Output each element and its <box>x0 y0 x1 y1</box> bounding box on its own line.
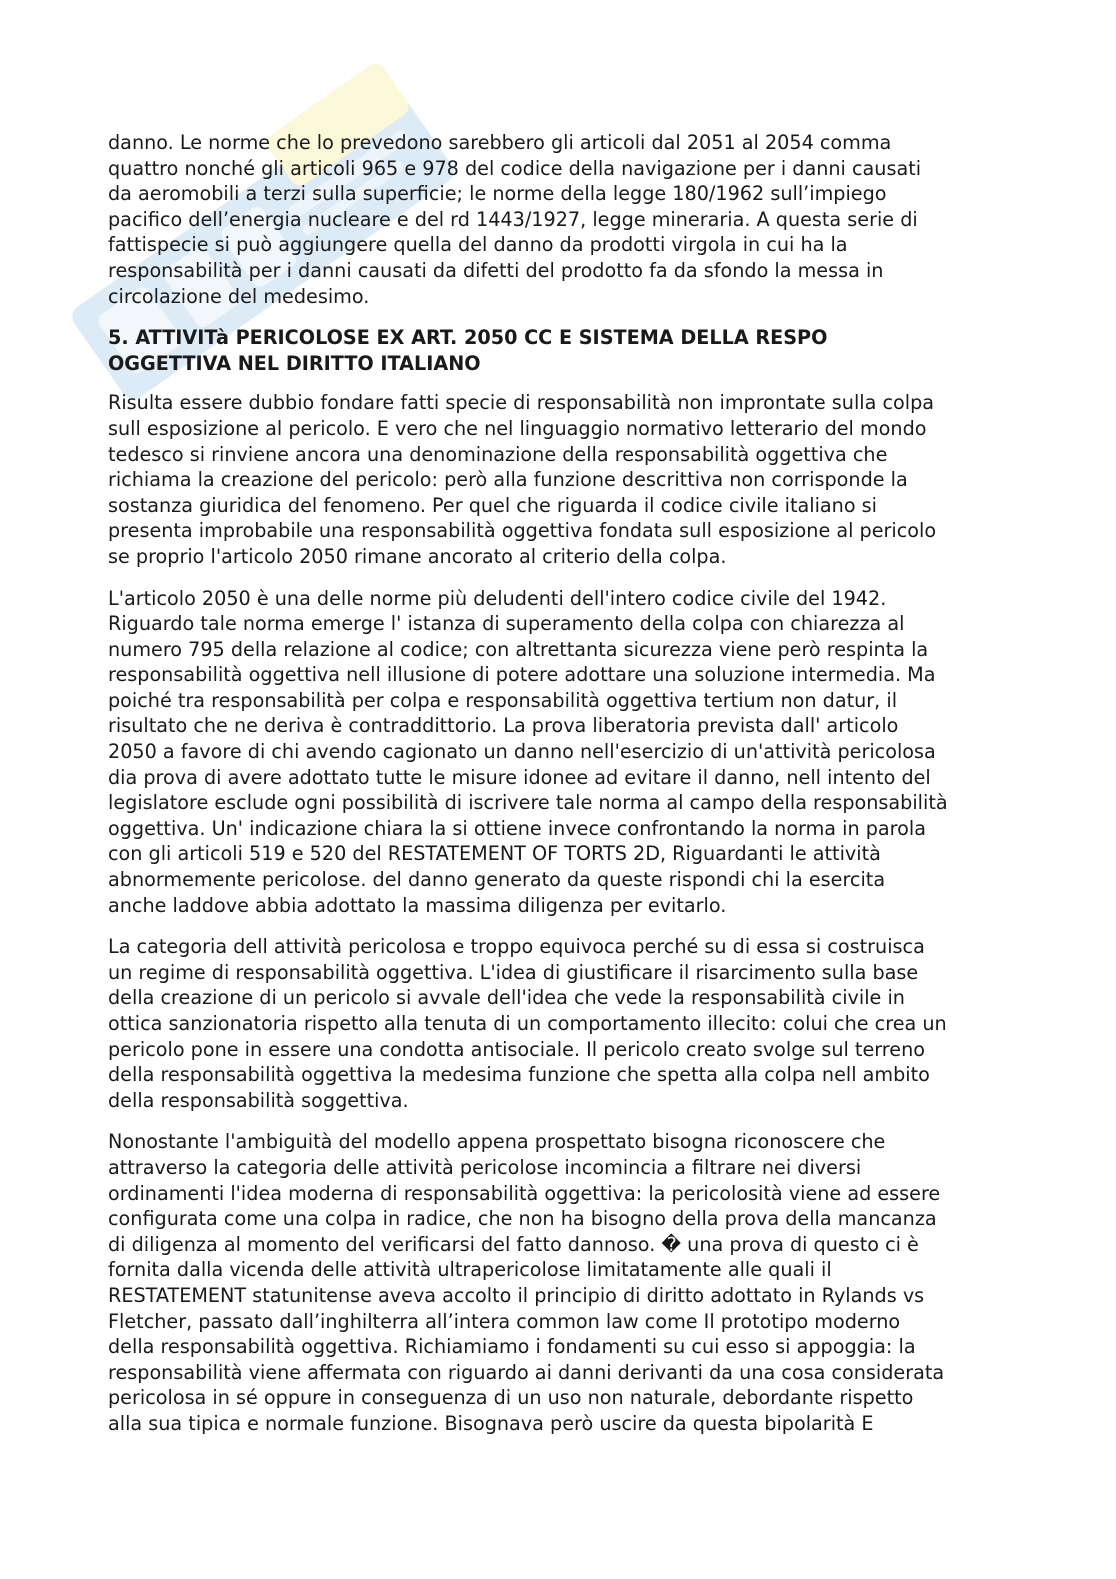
paragraph-intro: danno. Le norme che lo prevedono sarebbero gli articoli dal 2051 al 2054 comma quattro nonché gli articoli 965 e 978 del codice della navigazione per i danni causati da aeromobili a terzi sulla superficie; le norme della legge 180/1962 sull’impiego pacifico dell’energia nucleare e del rd 1443/1927, legge mineraria. A questa serie di fattispecie si può aggiungere quella del danno da prodotti virgola in cui ha la responsabilità per i danni causati da difetti del prodotto fa da sfondo la messa in circolazione del medesimo. <box>108 131 922 308</box>
paragraph-1: Risulta essere dubbio fondare fatti specie di responsabilità non improntate sulla colpa sull esposizione al pericolo. E vero che nel linguaggio normativo letterario del mondo tedesco si rinviene ancora una denominazione della responsabilità oggettiva che richiama la creazione del pericolo: però alla funzione descrittiva non corrisponde la sostanza giuridica del fenomeno. Per quel che riguarda il codice civile italiano si presenta improbabile una responsabilità oggettiva fondata sull esposizione al pericolo se proprio l'articolo 2050 rimane ancorato al criterio della colpa. <box>108 391 937 568</box>
paragraph-2: L'articolo 2050 è una delle norme più deludenti dell'intero codice civile del 1942. Riguardo tale norma emerge l' istanza di superamento della colpa con chiarezza al numero 795 della relazione al codice; con altrettanta sicurezza viene però respinta la responsabilità oggettiva nell illusione di potere adottare una soluzione intermedia. Ma poiché tra responsabilità per colpa e responsabilità oggettiva tertium non datur, il risultato che ne deriva è contraddittorio. La prova liberatoria prevista dall' articolo 2050 a favore di chi avendo cagionato un danno nell'esercizio di un'attività pericolosa dia prova di avere adottato tutte le misure idonee ad evitare il danno, nell intento del legislatore esclude ogni possibilità di iscrivere tale norma al campo della responsabilità oggettiva. Un' indicazione chiara la si ottiene invece confrontando la norma in parola con gli articoli 519 e 520 del RESTATEMENT OF TORTS 2D, Riguardanti le attività abnormemente pericolose. del danno generato da queste rispondi chi la esercita anche laddove abbia adottato la massima diligenza per evitarlo. <box>108 586 948 917</box>
paragraph-4: Nonostante l'ambiguità del modello appena prospettato bisogna riconoscere che attraverso la categoria delle attività pericolose incomincia a filtrare nei diversi ordinamenti l'idea moderna di responsabilità oggettiva: la pericolosità viene ad essere configurata come una colpa in radice, che non ha bisogno della prova della mancanza di diligenza al momento del verificarsi del fatto dannoso. � una prova di questo ci è fornita dalla vicenda delle attività ultrapericolose limitatamente alle quali il RESTATEMENT statunitense aveva accolto il principio di diritto adottato in Rylands vs Fletcher, passato dall’inghilterra all’intera common law come Il prototipo moderno della responsabilità oggettiva. Richiamiamo i fondamenti su cui esso si appoggia: la responsabilità viene affermata con riguardo ai danni derivanti da una cosa considerata pericolosa in sé oppure in conseguenza di un uso non naturale, debordante rispetto alla sua tipica e normale funzione. Bisognava però uscire da questa bipolarità E <box>108 1130 945 1435</box>
document-body <box>108 130 1008 1453</box>
paragraph-3: La categoria dell attività pericolosa e troppo equivoca perché su di essa si costruisca un regime di responsabilità oggettiva. L'idea di giustificare il risarcimento sulla base della creazione di un pericolo si avvale dell'idea che vede la responsabilità civile in ottica sanzionatoria rispetto alla tenuta di un comportamento illecito: colui che crea un pericolo pone in essere una condotta antisociale. Il pericolo creato svolge sul terreno della responsabilità oggettiva la medesima funzione che spetta alla colpa nell ambito della responsabilità soggettiva. <box>108 935 947 1112</box>
section-heading: 5. ATTIVITà PERICOLOSE EX ART. 2050 CC E SISTEMA DELLA RESPO OGGETTIVA NEL DIRITTO ITALIANO <box>108 326 828 375</box>
